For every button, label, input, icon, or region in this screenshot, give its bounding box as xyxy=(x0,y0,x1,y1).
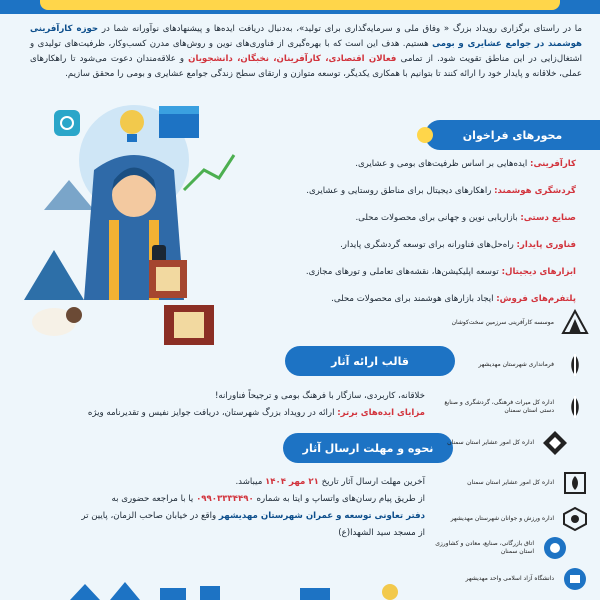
lightbulb-icon xyxy=(120,110,144,134)
logo-item: اداره ورزش و جوانان شهرستان مهدیشهر xyxy=(430,504,590,534)
hexagon-emblem-icon xyxy=(560,504,590,534)
gear-emblem-icon xyxy=(540,533,570,563)
diamond-emblem-icon xyxy=(540,428,570,458)
deadline-header: نحوه و مهلت ارسال آثار xyxy=(283,433,453,463)
logo-item: فرمانداری شهرستان مهدیشهر xyxy=(430,350,590,380)
format-text xyxy=(40,388,425,422)
iran-emblem-icon xyxy=(560,350,590,380)
intro-paragraph: ما در راستای برگزاری رویداد بزرگ « وفاق ملی و سرمایه‌گذاری برای تولید»، به‌دنبال دریافت ایده‌ها و پیشنهادهای نوآورانه شما در حوزه کارآفرینی هوشمند در جوامع عشایری و بومی هستیم. هدف این است که با بهره‌گیری از فناوری‌های نوین و روش‌های مدرن کسب‌وکار، ظرفیت‌های تولیدی و اشتغال‌زایی در این مناطق تقویت شود. از تمامی فعالان اقتصادی، کارآفرینان، نخبگان، دانشجویان و علاقه‌مندان دعوت می‌شود تا راهکارهای عملی، خلاقانه و پایدار خود را ارائه کنند تا بتوانیم با همکاری یکدیگر، توسعه متوازن و ارتقای سطح زندگی جوامع عشایری و بومی را محقق سازیم. xyxy=(30,24,583,79)
axis-item: پلتفرم‌های فروش: ایجاد بازارهای هوشمند برای محصولات محلی. xyxy=(331,294,576,304)
axis-item: کارآفرینی: ایده‌هایی بر اساس ظرفیت‌های بومی و عشایری. xyxy=(355,159,576,169)
sponsor-logos xyxy=(430,308,590,598)
shop-icon xyxy=(159,110,199,138)
iran-emblem-icon xyxy=(560,468,590,498)
title-strip xyxy=(40,0,560,10)
format-line: خلاقانه، کاربردی، سازگار با فرهنگ بومی و ترجیحاً فناورانه! xyxy=(214,391,425,401)
axes-list xyxy=(246,158,576,320)
phone-number: ۰۹۹۰۳۳۳۴۴۹۰ xyxy=(196,494,254,504)
logo-item: دانشگاه آزاد اسلامی واحد مهدیشهر xyxy=(430,564,590,594)
axis-item: ابزارهای دیجیتال: توسعه اپلیکیشن‌ها، نقشه‌های تعاملی و تورهای مجازی. xyxy=(305,267,576,277)
logo-item: موسسه کارآفرینی سرزمین سخت‌کوشان xyxy=(430,308,590,338)
top-banner xyxy=(0,0,600,14)
axes-header: محورهای فراخوان xyxy=(425,120,600,150)
axis-item: فناوری پایدار: راه‌حل‌های فناورانه برای توسعه گردشگری پایدار. xyxy=(340,240,576,250)
format-benefits: مزایای ایده‌های برتر: ارائه در رویداد بزرگ شهرستان، دریافت جوایز نفیس و تقدیرنامه ویژه xyxy=(87,408,425,418)
tent-emblem-icon xyxy=(560,308,590,338)
format-header: قالب ارائه آثار xyxy=(285,346,455,376)
logo-item: اتاق بازرگانی، صنایع، معادن و کشاورزی استان سمنان xyxy=(430,533,570,563)
iran-emblem-icon xyxy=(560,392,590,422)
instagram-icon xyxy=(54,110,80,136)
logo-item: اداره کل میراث فرهنگی، گردشگری و صنایع دستی استان سمنان xyxy=(430,392,590,422)
axis-item: صنایع دستی: بازاریابی نوین و جهانی برای محصولات محلی. xyxy=(355,213,576,223)
logo-item: اداره کل امور عشایر استان سمنان xyxy=(430,428,570,458)
bottom-decoration xyxy=(0,578,600,600)
axis-item: گردشگری هوشمند: راهکارهای دیجیتال برای مناطق روستایی و عشایری. xyxy=(306,186,576,196)
deadline-text: آخرین مهلت ارسال آثار تاریخ ۲۱ مهر ۱۴۰۴ میباشد. از طریق پیام رسان‌های واتساپ و ایتا به شماره ۰۹۹۰۳۳۳۴۴۹۰ یا با مراجعه حضوری به دفتر تعاونی توسعه و عمران شهرستان مهدیشهر واقع در خیابان صاحب الزمان، پایین تر از مسجد سید الشهدا(ع) xyxy=(81,477,425,538)
logo-item: اداره کل امور عشایر استان سمنان xyxy=(430,468,590,498)
nomad-woman-illustration xyxy=(24,100,239,345)
